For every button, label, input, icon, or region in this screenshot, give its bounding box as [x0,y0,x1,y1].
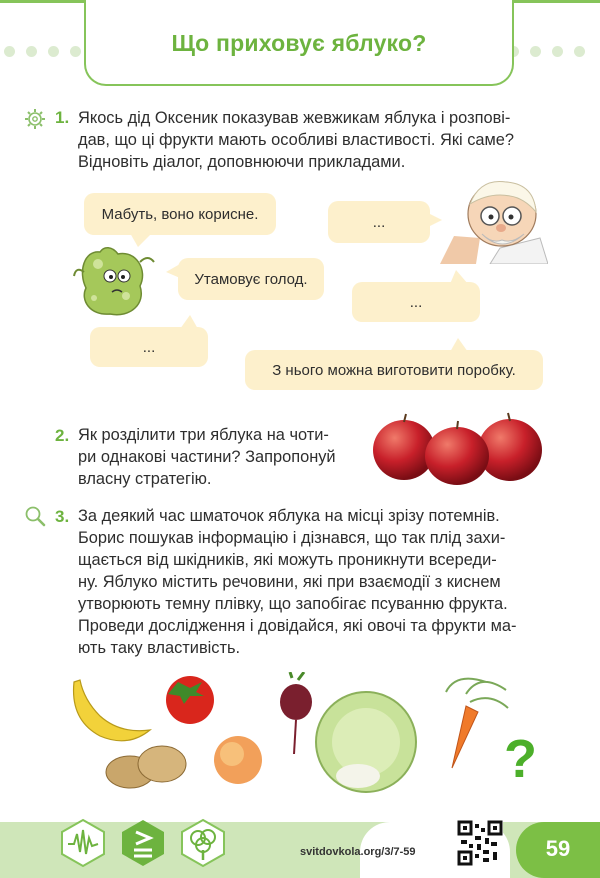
speech-bubble-5: ... [90,327,208,367]
speech-bubble-1: Мабуть, воно корисне. [84,193,276,235]
task-3-line: Борис пошукав інформацію і дізнався, що так плід захи- [78,529,506,547]
grandpa-illustration [440,178,548,264]
page-title: Що приховує яблуко? [171,30,427,56]
task-1-number: 1. [55,108,70,127]
question-mark: ? [504,729,537,789]
magnifier-icon [24,505,46,527]
bubble-tail [450,270,468,284]
speech-bubble-3: Утамовує голод. [178,258,324,300]
speech-bubble-6: З нього можна виготовити поробку. [245,350,543,390]
task-1-text [78,107,514,173]
qr-code-icon[interactable] [457,820,503,866]
task-2-line: власну стратегію. [78,470,212,488]
decor-dots-right [508,44,596,56]
task-2-line: ри однакові частини? Запропонуй [78,448,336,466]
task-1-line: Якось дід Оксеник показував жевжикам яблука і розпові- [78,109,511,127]
gear-icon [24,108,46,130]
footer [0,812,600,878]
green-creature-illustration [70,242,160,326]
speech-bubble-4: ... [352,282,480,322]
sound-wave-icon [58,818,108,868]
task-2-number: 2. [55,426,70,445]
footer-url[interactable]: svitdovkola.org/3/7-59 [300,846,416,858]
three-apples-illustration [370,408,548,486]
decor-dots-left [4,44,92,56]
task-3-line: Проведи дослідження і довідайся, які овочі та фрукти ма- [78,617,517,635]
bubble-tail [450,338,468,352]
task-1-line: дав, що ці фрукти мають особливі властивості. Які саме? [78,131,515,149]
page-number-tab [516,822,600,878]
speech-bubble-2: ... [328,201,430,243]
task-3-line: щається від шкідників, які можуть проникнути всереди- [78,551,497,569]
task-2-text [78,424,336,490]
bubble-tail [180,315,198,329]
comparison-icon [118,818,168,868]
title-box [84,0,514,86]
bubble-tail [166,264,180,278]
task-1-line: Відновіть діалог, доповнюючи прикладами. [78,153,406,171]
task-3-line: ють таку властивість. [78,639,241,657]
fruits-vegetables-illustration [66,672,556,802]
task-2-line: Як розділити три яблука на чоти- [78,426,329,444]
task-3-line: утворюють темну плівку, що запобігає псуванню фрукта. [78,595,508,613]
task-3-line: ну. Яблуко містить речовини, які при взаємодії з киснем [78,573,501,591]
task-3-text [78,505,516,659]
tree-icon [178,818,228,868]
task-3-line: За деякий час шматочок яблука на місці зрізу потемнів. [78,507,500,525]
page-number: 59 [545,836,571,861]
task-3-number: 3. [55,507,70,526]
